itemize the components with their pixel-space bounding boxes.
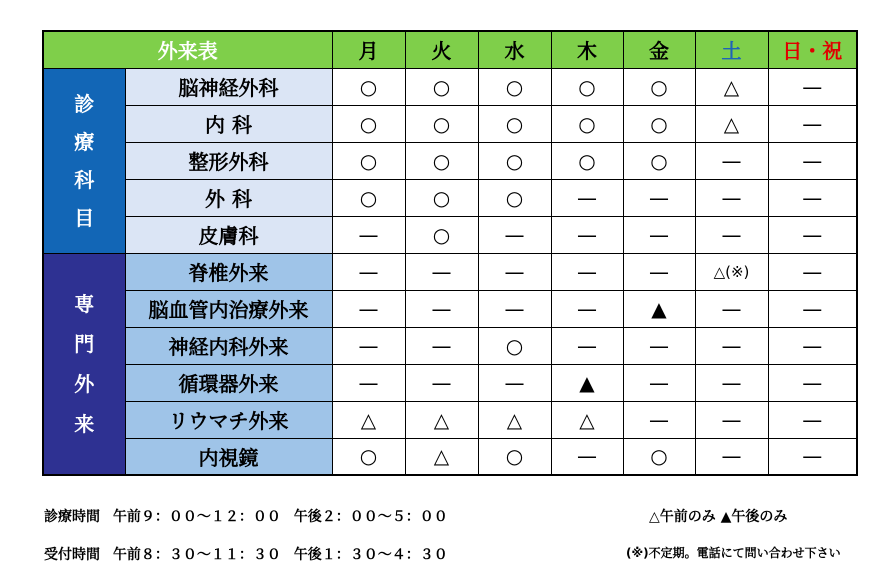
schedule-cell: ○	[332, 438, 405, 475]
dept-name: リウマチ外来	[125, 401, 332, 438]
schedule-cell: ○	[478, 105, 551, 142]
schedule-cell: —	[551, 253, 623, 290]
category-char: 診	[74, 91, 95, 116]
day-header-mon: 月	[332, 31, 405, 68]
category-char: 来	[74, 411, 95, 436]
schedule-cell: ○	[551, 142, 623, 179]
dept-name: 脊椎外来	[125, 253, 332, 290]
category-char: 外	[74, 371, 95, 396]
category-char: 専	[74, 291, 95, 316]
category-char: 療	[74, 129, 95, 154]
reception-pm: 午後１：３０～４：３０	[293, 547, 448, 563]
schedule-cell: —	[551, 216, 623, 253]
table-row	[43, 401, 857, 438]
schedule-cell: ○	[405, 105, 478, 142]
schedule-cell: —	[768, 216, 857, 253]
schedule-cell: ○	[551, 68, 623, 105]
reception-hours	[44, 544, 448, 564]
schedule-cell: —	[768, 142, 857, 179]
dept-name: 脳神経外科	[125, 68, 332, 105]
category-char: 目	[74, 205, 95, 230]
dept-name: 外 科	[125, 179, 332, 216]
table-row	[43, 327, 857, 364]
schedule-cell: —	[623, 401, 695, 438]
schedule-cell: ○	[623, 68, 695, 105]
schedule-cell: —	[623, 179, 695, 216]
schedule-cell: —	[551, 290, 623, 327]
dept-name: 循環器外来	[125, 364, 332, 401]
table-row	[43, 179, 857, 216]
schedule-cell: ○	[478, 438, 551, 475]
schedule-cell: —	[768, 327, 857, 364]
schedule-cell: ○	[478, 327, 551, 364]
table-row	[43, 105, 857, 142]
day-header-sun-holiday: 日・祝	[768, 31, 857, 68]
schedule-cell: —	[405, 290, 478, 327]
category-specialty	[43, 253, 125, 475]
consult-pm: 午後２：００～５：００	[293, 509, 448, 525]
schedule-cell: —	[768, 364, 857, 401]
schedule-cell: ○	[405, 142, 478, 179]
day-header-thu: 木	[551, 31, 623, 68]
schedule-table	[42, 30, 858, 476]
schedule-cell: ○	[405, 68, 478, 105]
schedule-cell: —	[478, 216, 551, 253]
schedule-cell: △	[405, 401, 478, 438]
schedule-cell: —	[332, 327, 405, 364]
category-char: 科	[74, 167, 95, 192]
schedule-cell: ○	[551, 105, 623, 142]
schedule-cell: —	[551, 179, 623, 216]
schedule-cell: △	[695, 105, 768, 142]
schedule-cell: —	[332, 253, 405, 290]
schedule-cell: —	[405, 364, 478, 401]
day-header-tue: 火	[405, 31, 478, 68]
schedule-cell: —	[695, 290, 768, 327]
schedule-cell: —	[768, 290, 857, 327]
table-row	[43, 216, 857, 253]
table-row	[43, 290, 857, 327]
schedule-cell: ○	[332, 105, 405, 142]
dept-name: 整形外科	[125, 142, 332, 179]
dept-name: 神経内科外来	[125, 327, 332, 364]
schedule-cell: △	[332, 401, 405, 438]
category-char: 門	[74, 331, 95, 356]
table-row	[43, 364, 857, 401]
schedule-cell: —	[623, 327, 695, 364]
schedule-cell: —	[768, 253, 857, 290]
schedule-cell: —	[768, 105, 857, 142]
schedule-cell: —	[768, 438, 857, 475]
irregular-note: (※)不定期。電話にて問い合わせ下さい	[626, 546, 841, 560]
table-row	[43, 253, 857, 290]
schedule-cell: △	[551, 401, 623, 438]
schedule-cell: —	[695, 142, 768, 179]
schedule-cell: △	[478, 401, 551, 438]
schedule-cell: —	[695, 216, 768, 253]
schedule-cell: —	[623, 216, 695, 253]
schedule-cell: —	[768, 179, 857, 216]
schedule-cell: △	[405, 438, 478, 475]
schedule-cell: ○	[405, 179, 478, 216]
day-header-sat: 土	[695, 31, 768, 68]
table-row	[43, 68, 857, 105]
schedule-cell: —	[768, 68, 857, 105]
schedule-cell: —	[551, 327, 623, 364]
schedule-cell: ○	[478, 142, 551, 179]
schedule-cell: △(※)	[695, 253, 768, 290]
schedule-cell: ○	[623, 105, 695, 142]
legend: △午前のみ ▲午後のみ	[649, 509, 788, 525]
reception-label: 受付時間	[44, 547, 100, 563]
schedule-cell: —	[332, 364, 405, 401]
schedule-cell: —	[405, 253, 478, 290]
day-header-fri: 金	[623, 31, 695, 68]
dept-name: 皮膚科	[125, 216, 332, 253]
schedule-cell: ○	[623, 438, 695, 475]
schedule-cell: ○	[478, 68, 551, 105]
schedule-cell: ○	[478, 179, 551, 216]
schedule-cell: —	[332, 290, 405, 327]
schedule-cell: △	[695, 68, 768, 105]
schedule-cell: —	[478, 290, 551, 327]
consultation-hours	[44, 506, 448, 526]
schedule-cell: —	[478, 253, 551, 290]
category-general	[43, 68, 125, 253]
schedule-cell: ▲	[623, 290, 695, 327]
schedule-cell: —	[405, 327, 478, 364]
dept-name: 内視鏡	[125, 438, 332, 475]
header-row	[43, 31, 857, 68]
schedule-cell: —	[695, 438, 768, 475]
schedule-cell: —	[695, 179, 768, 216]
table-title: 外来表	[43, 31, 332, 68]
schedule-cell: —	[695, 364, 768, 401]
schedule-cell: ○	[332, 179, 405, 216]
schedule-cell: —	[623, 253, 695, 290]
dept-name: 脳血管内治療外来	[125, 290, 332, 327]
schedule-cell: —	[695, 401, 768, 438]
table-row	[43, 142, 857, 179]
schedule-cell: —	[768, 401, 857, 438]
schedule-cell: ○	[332, 68, 405, 105]
schedule-cell: —	[478, 364, 551, 401]
consult-label: 診療時間	[44, 509, 100, 525]
schedule-cell: —	[695, 327, 768, 364]
table-row	[43, 438, 857, 475]
schedule-cell: ○	[623, 142, 695, 179]
schedule-cell: ○	[332, 142, 405, 179]
schedule-cell: —	[551, 438, 623, 475]
schedule-cell: —	[332, 216, 405, 253]
schedule-cell: —	[623, 364, 695, 401]
consult-am: 午前９：００～１２：００	[112, 509, 281, 525]
day-header-wed: 水	[478, 31, 551, 68]
dept-name: 内 科	[125, 105, 332, 142]
schedule-cell: ▲	[551, 364, 623, 401]
reception-am: 午前８：３０～１１：３０	[112, 547, 281, 563]
schedule-cell: ○	[405, 216, 478, 253]
